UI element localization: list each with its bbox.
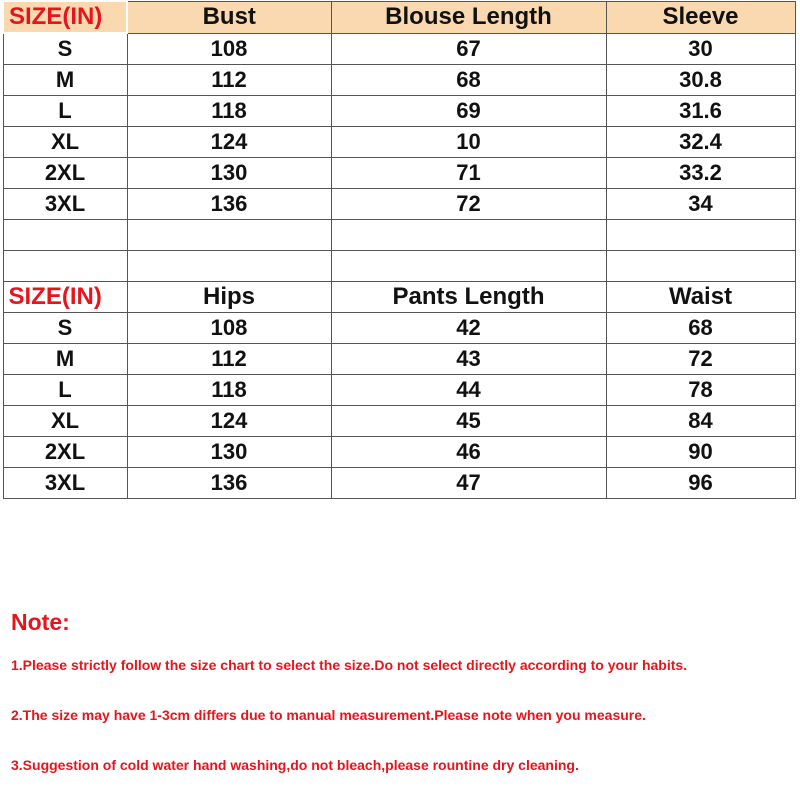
note-line-2: 2.The size may have 1-3cm differs due to manual measurement.Please note when you measure. xyxy=(11,707,646,723)
table-row xyxy=(3,468,795,499)
blank-cell xyxy=(606,220,795,251)
sleeve-cell: 32.4 xyxy=(606,127,795,158)
note-title: Note: xyxy=(11,609,70,635)
size-cell: M xyxy=(3,344,127,375)
table-row xyxy=(3,437,795,468)
table-row xyxy=(3,313,795,344)
bust-cell: 118 xyxy=(127,96,331,127)
size-cell: XL xyxy=(3,127,127,158)
blank-cell xyxy=(331,251,606,282)
size-cell: XL xyxy=(3,406,127,437)
bust-header-cell: Bust xyxy=(127,1,331,33)
blank-cell xyxy=(127,220,331,251)
blouse-length-cell: 69 xyxy=(331,96,606,127)
sleeve-cell: 34 xyxy=(606,189,795,220)
size-header-cell: SIZE(IN) xyxy=(3,282,127,313)
blank-row xyxy=(3,251,795,282)
blouse-length-cell: 72 xyxy=(331,189,606,220)
blank-row xyxy=(3,220,795,251)
size-cell: S xyxy=(3,313,127,344)
blank-cell xyxy=(606,251,795,282)
table-row xyxy=(3,158,795,189)
hips-cell: 124 xyxy=(127,406,331,437)
bottom-header-row xyxy=(3,282,795,313)
blouse-length-cell: 67 xyxy=(331,33,606,65)
sleeve-cell: 31.6 xyxy=(606,96,795,127)
hips-cell: 136 xyxy=(127,468,331,499)
bust-cell: 108 xyxy=(127,33,331,65)
table-row xyxy=(3,375,795,406)
waist-header-cell: Waist xyxy=(606,282,795,313)
blank-cell xyxy=(127,251,331,282)
blouse-length-cell: 10 xyxy=(331,127,606,158)
blank-cell xyxy=(3,251,127,282)
bust-cell: 130 xyxy=(127,158,331,189)
size-cell: M xyxy=(3,65,127,96)
hips-cell: 130 xyxy=(127,437,331,468)
top-header-row xyxy=(3,1,795,33)
sleeve-cell: 30.8 xyxy=(606,65,795,96)
blank-cell xyxy=(3,220,127,251)
hips-cell: 118 xyxy=(127,375,331,406)
size-cell: 3XL xyxy=(3,189,127,220)
waist-cell: 68 xyxy=(606,313,795,344)
hips-header-cell: Hips xyxy=(127,282,331,313)
waist-cell: 78 xyxy=(606,375,795,406)
pants-length-cell: 43 xyxy=(331,344,606,375)
table-row xyxy=(3,33,795,65)
waist-cell: 84 xyxy=(606,406,795,437)
hips-cell: 108 xyxy=(127,313,331,344)
blank-cell xyxy=(331,220,606,251)
note-line-3: 3.Suggestion of cold water hand washing,do not bleach,please rountine dry cleaning. xyxy=(11,757,579,773)
blouse-length-cell: 68 xyxy=(331,65,606,96)
waist-cell: 90 xyxy=(606,437,795,468)
bust-cell: 136 xyxy=(127,189,331,220)
table-row xyxy=(3,406,795,437)
pants-length-cell: 45 xyxy=(331,406,606,437)
table-row xyxy=(3,96,795,127)
bust-cell: 112 xyxy=(127,65,331,96)
sleeve-cell: 33.2 xyxy=(606,158,795,189)
pants-length-cell: 44 xyxy=(331,375,606,406)
waist-cell: 72 xyxy=(606,344,795,375)
size-cell: S xyxy=(3,33,127,65)
bust-cell: 124 xyxy=(127,127,331,158)
blouse-length-cell: 71 xyxy=(331,158,606,189)
sleeve-header-cell: Sleeve xyxy=(606,1,795,33)
waist-cell: 96 xyxy=(606,468,795,499)
pants-length-cell: 46 xyxy=(331,437,606,468)
size-cell: 2XL xyxy=(3,437,127,468)
table-row xyxy=(3,344,795,375)
size-cell: L xyxy=(3,96,127,127)
blouse-length-header-cell: Blouse Length xyxy=(331,1,606,33)
size-header-cell: SIZE(IN) xyxy=(3,1,127,33)
table-row xyxy=(3,189,795,220)
pants-length-cell: 47 xyxy=(331,468,606,499)
size-chart-table xyxy=(2,0,796,499)
notes-section xyxy=(11,608,796,774)
size-cell: 3XL xyxy=(3,468,127,499)
size-cell: L xyxy=(3,375,127,406)
sleeve-cell: 30 xyxy=(606,33,795,65)
pants-length-cell: 42 xyxy=(331,313,606,344)
hips-cell: 112 xyxy=(127,344,331,375)
pants-length-header-cell: Pants Length xyxy=(331,282,606,313)
note-line-1: 1.Please strictly follow the size chart to select the size.Do not select directly according to your habits. xyxy=(11,657,688,673)
table-row xyxy=(3,127,795,158)
table-row xyxy=(3,65,795,96)
size-cell: 2XL xyxy=(3,158,127,189)
